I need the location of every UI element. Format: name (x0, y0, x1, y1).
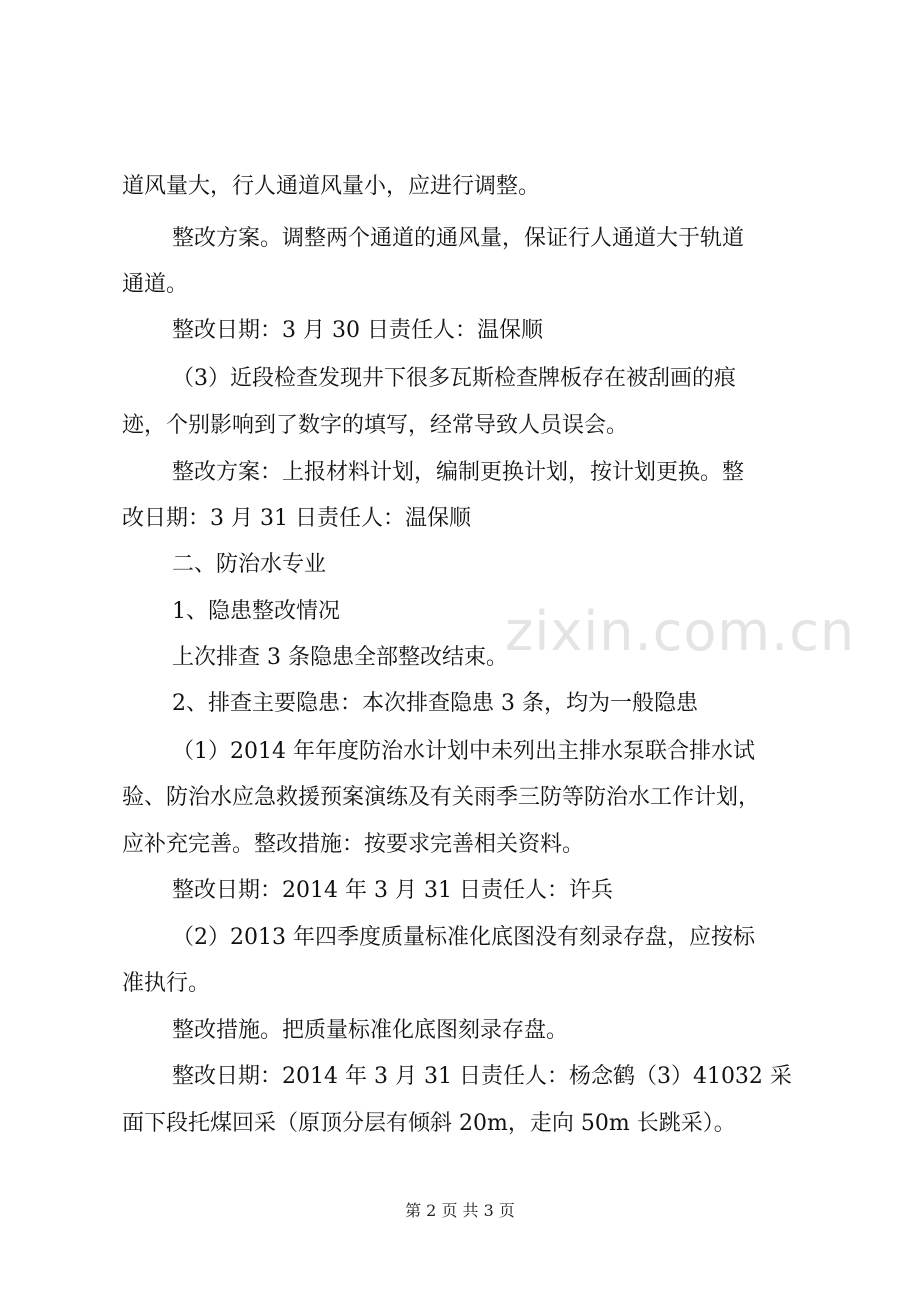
text-line: 整改日期：3 月 30 日责任人：温保顺 (172, 318, 543, 343)
text-line: 整改措施。把质量标准化底图刻录存盘。 (172, 1018, 569, 1043)
text-line: （1）2014 年年度防治水计划中未列出主排水泵联合排水试 (172, 739, 755, 764)
text-line: 通道。 (122, 272, 189, 297)
text-line: 整改方案：上报材料计划，编制更换计划，按计划更换。整 (172, 460, 745, 485)
text-line: （3）近段检查发现井下很多瓦斯检查牌板存在被刮画的痕 (172, 366, 736, 391)
text-line: 准执行。 (122, 971, 211, 996)
page-footer: 第 2 页 共 3 页 (405, 1201, 515, 1220)
text-line: 应补充完善。整改措施：按要求完善相关资料。 (122, 832, 585, 857)
text-line: 改日期：3 月 31 日责任人：温保顺 (122, 506, 471, 531)
text-line: 面下段托煤回采（原顶分层有倾斜 20m，走向 50m 长跳采）。 (122, 1111, 736, 1136)
subsection-heading: 2、排查主要隐患：本次排查隐患 3 条，均为一般隐患 (172, 691, 698, 716)
text-line: 迹，个别影响到了数字的填写，经常导致人员误会。 (122, 413, 629, 438)
text-line: 整改日期：2014 年 3 月 31 日责任人：杨念鹤（3）41032 采 (172, 1064, 792, 1089)
text-line: （2）2013 年四季度质量标准化底图没有刻录存盘，应按标 (172, 925, 755, 950)
text-line: 道风量大，行人通道风量小，应进行调整。 (122, 174, 541, 199)
text-line: 整改日期：2014 年 3 月 31 日责任人：许兵 (172, 878, 613, 903)
text-line: 整改方案。调整两个通道的通风量，保证行人通道大于轨道 (172, 226, 745, 251)
text-line: 上次排查 3 条隐患全部整改结束。 (172, 645, 508, 670)
section-heading: 二、防治水专业 (172, 552, 327, 577)
subsection-heading: 1、隐患整改情况 (172, 599, 340, 624)
text-line: 验、防治水应急救援预案演练及有关雨季三防等防治水工作计划， (122, 785, 761, 810)
watermark: zixin.com.cn (505, 600, 856, 663)
